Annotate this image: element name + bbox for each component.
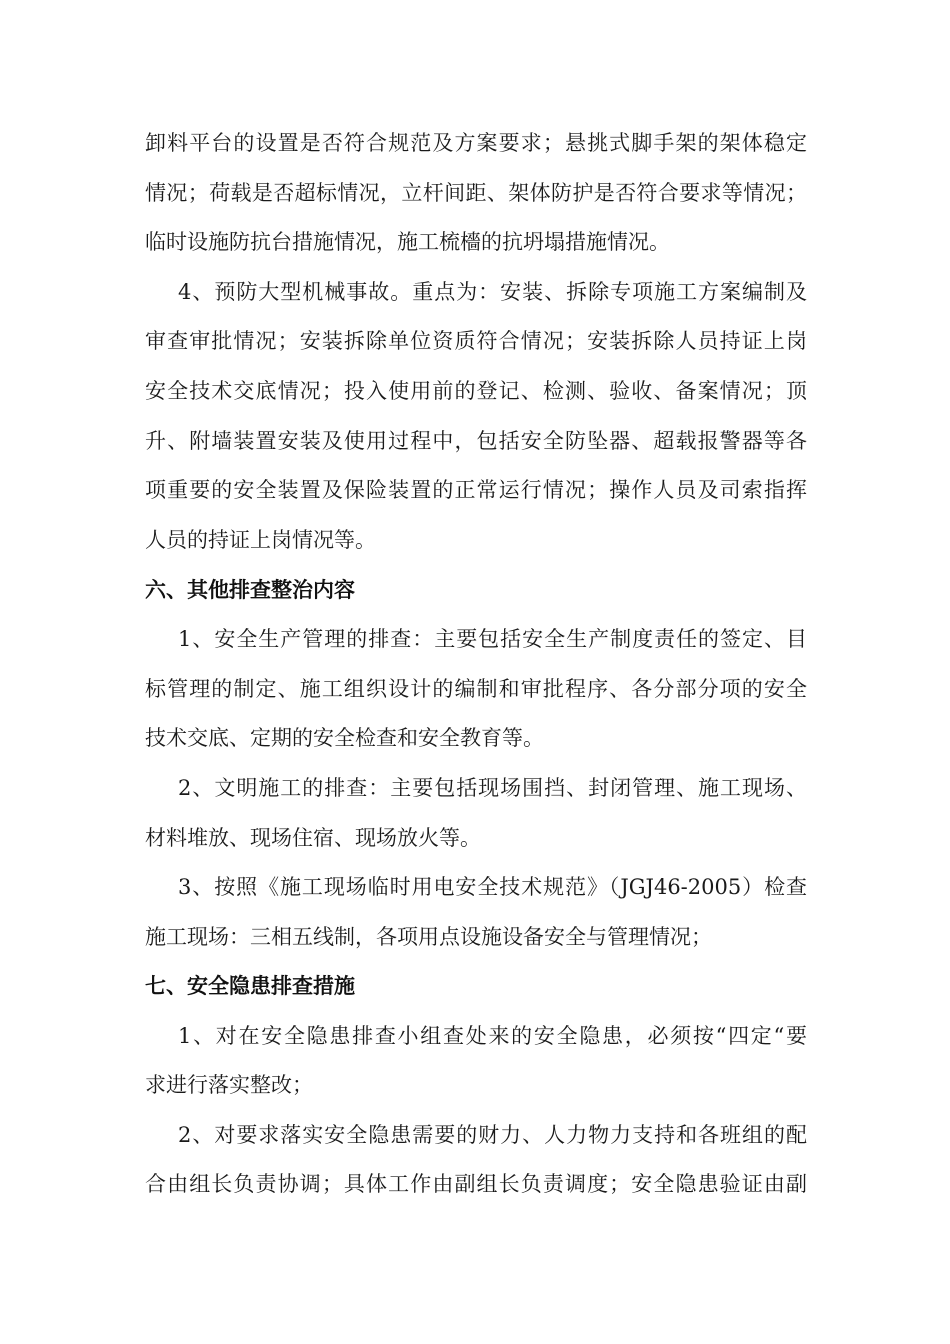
body-text-line: 技术交底、定期的安全检查和安全教育等。 (145, 726, 544, 750)
body-text-line: 施工现场：三相五线制，各项用点设施设备安全与管理情况； (145, 925, 712, 949)
body-text-line: 审查审批情况；安装拆除单位资质符合情况；安装拆除人员持证上岗 (145, 329, 807, 353)
body-text-line: 材料堆放、现场住宿、现场放火等。 (145, 826, 481, 850)
body-text-line: 卸料平台的设置是否符合规范及方案要求；悬挑式脚手架的架体稳定 (145, 131, 807, 155)
section-heading: 七、安全隐患排查措施 (145, 974, 355, 998)
body-text-line: 2、文明施工的排查：主要包括现场围挡、封闭管理、施工现场、 (178, 776, 807, 800)
body-text-line: 标管理的制定、施工组织设计的编制和审批程序、各分部分项的安全 (145, 677, 807, 701)
body-text-line: 临时设施防抗台措施情况，施工梳檣的抗坍塌措施情况。 (145, 230, 670, 254)
body-text-line: 升、附墙装置安装及使用过程中，包括安全防坠器、超载报警器等各 (145, 429, 807, 453)
body-text-line: 2、对要求落实安全隐患需要的财力、人力物力支持和各班组的配 (178, 1123, 807, 1147)
body-text-line: 1、安全生产管理的排查：主要包括安全生产制度责任的签定、目 (178, 627, 807, 651)
body-text-line: 情况；荷载是否超标情况，立杆间距、架体防护是否符合要求等情况； (145, 181, 807, 205)
body-text-line: 安全技术交底情况；投入使用前的登记、检测、验收、备案情况；顶 (145, 379, 807, 403)
body-text-line: 求进行落实整改； (145, 1073, 313, 1097)
body-text-line: 人员的持证上岗情况等。 (145, 528, 376, 552)
section-heading: 六、其他排查整治内容 (145, 578, 355, 602)
body-text-line: 合由组长负责协调；具体工作由副组长负责调度；安全隐患验证由副 (145, 1172, 807, 1196)
body-text-line: 4、预防大型机械事故。重点为：安装、拆除专项施工方案编制及 (178, 280, 807, 304)
body-text-line: 1、对在安全隐患排查小组查处来的安全隐患，必须按“四定“要 (178, 1024, 807, 1048)
body-text-line: 项重要的安全装置及保险装置的正常运行情况；操作人员及司索指挥 (145, 478, 807, 502)
body-text-line: 3、按照《施工现场临时用电安全技术规范》（JGJ46-2005）检查 (178, 875, 807, 899)
